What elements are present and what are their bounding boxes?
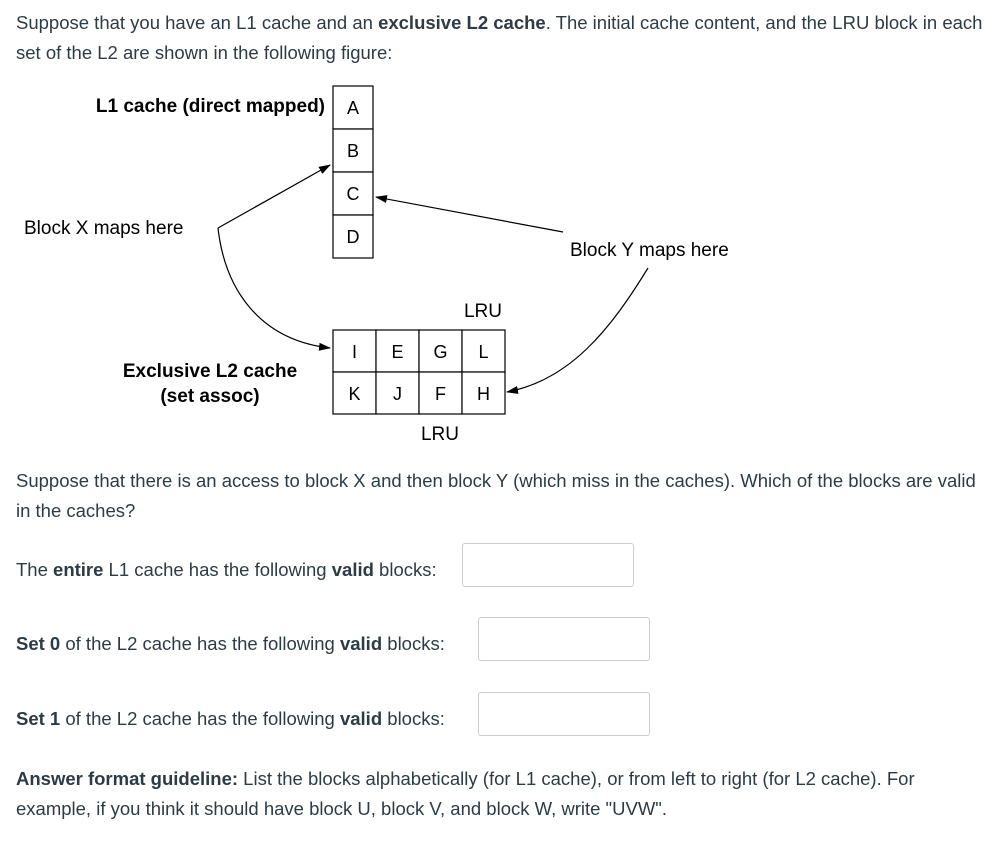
l2-set0-block-e: E xyxy=(391,342,404,362)
l2-cache-title-line1: Exclusive L2 cache xyxy=(122,361,298,382)
l2-set1-block-j: J xyxy=(393,384,402,404)
arrow-x-to-l1 xyxy=(218,165,330,228)
guideline-text: List the blocks alphabetically (for L1 cache), or from left to right (for L2 cache). For example, if you think it should have block U, block V, and block W, write "UVW". xyxy=(16,768,915,819)
q3-bold-valid: valid xyxy=(339,708,383,729)
l2-set-0 xyxy=(333,330,505,372)
guideline-bold-label: Answer format guideline: xyxy=(16,768,239,789)
q1-bold-valid: valid xyxy=(331,559,374,580)
l2-set0-block-g: G xyxy=(433,342,448,362)
intro-text-1: Suppose that you have an L1 cache and an xyxy=(16,12,379,33)
l2-set0-block-i: I xyxy=(351,342,358,362)
q2-text-mid: of the L2 cache has the following xyxy=(60,633,340,654)
l2-set1-block-h: H xyxy=(477,384,490,404)
l1-block-d: D xyxy=(346,227,360,247)
l1-question-label xyxy=(16,557,437,583)
intro-text-2: . The initial cache content, and the LRU block in each set of the L2 are shown in the following figure: xyxy=(16,12,983,63)
arrow-y-to-l2 xyxy=(507,268,648,392)
q1-text-mid: L1 cache has the following xyxy=(103,559,332,580)
l1-answer-input[interactable] xyxy=(462,543,634,587)
l2-set1-block-k: K xyxy=(348,384,361,404)
arrow-y-to-l1 xyxy=(376,197,563,232)
q1-text-pre: The xyxy=(16,559,54,580)
q1-bold-entire: entire xyxy=(53,559,104,580)
q2-bold-valid: valid xyxy=(339,633,383,654)
q1-text-post: blocks: xyxy=(373,559,437,580)
q2-text-post: blocks: xyxy=(382,633,445,654)
block-x-label: Block X maps here xyxy=(24,218,184,239)
question-paragraph: Suppose that there is an access to block X and then block Y (which miss in the caches). Which of the blocks are valid in the caches? xyxy=(16,470,976,521)
q3-text-post: blocks: xyxy=(382,708,445,729)
l2-set1-block-f: F xyxy=(435,384,446,404)
l1-cache-column xyxy=(333,86,373,258)
cache-diagram xyxy=(0,70,999,460)
lru-label-top: LRU xyxy=(463,301,503,322)
q3-bold-set1: Set 1 xyxy=(16,708,61,729)
q2-bold-set0: Set 0 xyxy=(16,633,61,654)
l1-block-c: C xyxy=(346,184,360,204)
l1-cache-title: L1 cache (direct mapped) xyxy=(95,96,325,117)
l2-set1-answer-input[interactable] xyxy=(478,692,650,736)
arrow-x-to-l2 xyxy=(218,228,330,348)
answer-guideline xyxy=(16,764,991,824)
l2-set0-question-label xyxy=(16,631,445,657)
l2-set1-question-label xyxy=(16,706,445,732)
l1-block-b: B xyxy=(346,141,360,161)
lru-label-bottom: LRU xyxy=(420,424,460,445)
l2-set0-block-l: L xyxy=(478,342,489,362)
l2-set0-answer-input[interactable] xyxy=(478,617,650,661)
l2-cache-title-line2: (set assoc) xyxy=(160,386,260,407)
l2-set-1 xyxy=(333,372,505,414)
block-y-label: Block Y maps here xyxy=(570,240,729,261)
q3-text-mid: of the L2 cache has the following xyxy=(60,708,340,729)
intro-paragraph xyxy=(16,8,991,68)
l1-block-a: A xyxy=(346,98,360,118)
intro-bold-exclusive-l2: exclusive L2 cache xyxy=(378,12,546,33)
